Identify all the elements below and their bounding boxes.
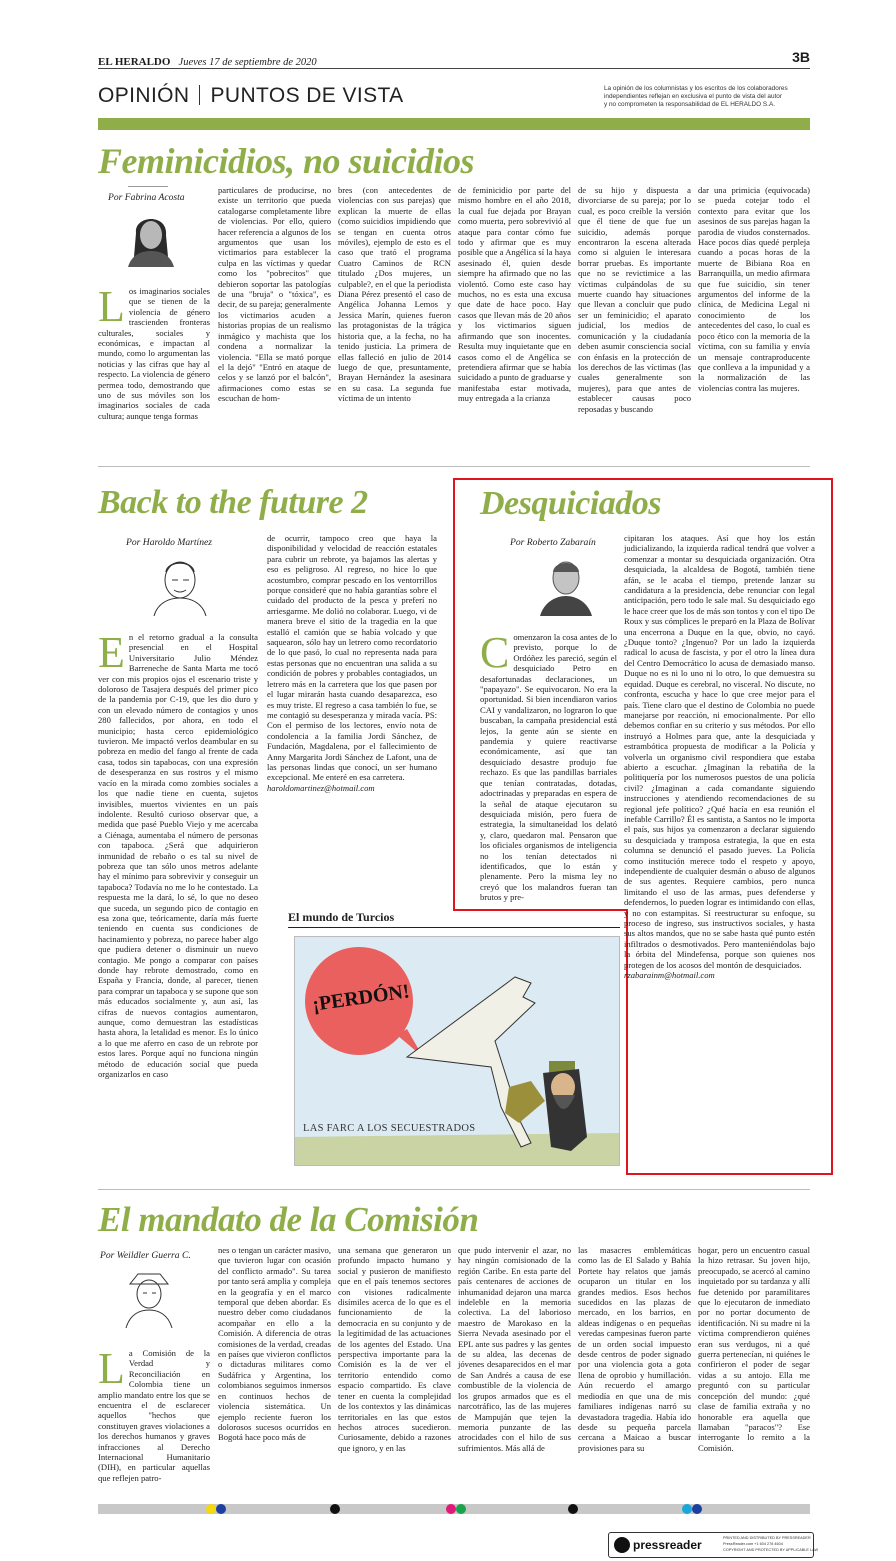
- article-text-column: [218, 1245, 331, 1500]
- article-text-column: [698, 1245, 810, 1500]
- highlight-box-top: [453, 478, 833, 480]
- legal-line: PRINTED AND DISTRIBUTED BY PRESSREADER: [723, 1536, 811, 1540]
- article-text-column: [98, 282, 210, 458]
- pressreader-logo-icon: [614, 1537, 630, 1553]
- column-text: particulares de producirse, no existe un territorio que pueda catalogarse completamente libre de violencias. Por ello, quiero hacer referencia a algunos de los argumentos que usan los victimarios para establecer la culpa en las víctimas y quedar como los "pobrecitos" que debieron soportar las patologías de una "bruja" o "tóxica", es decir, de su pareja; generalmente los victimarios acuden a historias propias de un realismo inmágico y machista que los condena a normalizar la violencia. "Ella se mató porque el la dejó" "Entró en ataque de celos y se lanzó por el balcón", afirmaciones como estas se escuchan de hom-: [218, 185, 331, 404]
- author-portrait: [128, 207, 174, 267]
- disclaimer: [604, 85, 814, 109]
- speech-bubble-text: ¡PERDÓN!: [310, 980, 411, 1016]
- pressreader-badge[interactable]: [608, 1532, 819, 1558]
- registration-dot-magenta: [446, 1504, 456, 1514]
- section-name: OPINIÓN: [98, 84, 190, 107]
- article-text-column: [338, 185, 451, 458]
- article-text-column: [698, 185, 810, 458]
- disclaimer-line: La opinión de los columnistas y los escritos de los colaboradores: [604, 85, 788, 92]
- issue-date: Jueves 17 de septiembre de 2020: [178, 57, 317, 68]
- legal-line: COPYRIGHT AND PROTECTED BY APPLICABLE LAW: [723, 1548, 819, 1552]
- disclaimer-line: independientes reflejan en exclusiva el punto de vista del autor: [604, 93, 782, 100]
- article-text-column: [267, 533, 437, 878]
- article-text-column: [480, 628, 617, 903]
- green-band: [98, 118, 810, 130]
- drop-cap: E: [98, 628, 125, 677]
- article-text-column: [458, 185, 571, 458]
- article-headline: Feminicidios, no suicidios: [98, 141, 475, 181]
- drop-cap: C: [480, 628, 510, 677]
- cartoon-frame: [294, 936, 620, 1166]
- article-text-column: [578, 1245, 691, 1500]
- author-portrait: [540, 552, 592, 616]
- column-text: n el retorno gradual a la consulta presencial en el Hospital Universitario Julio Méndez Barreneche de Santa Marta me tocó ver con mis propios ojos el escenario triste y doloroso de Tasajera después del primer pico de la pandemia por C-19, que les dio duro y con un elevado número de contagios y unos 280 fallecidos, por ahora, en todo el municipio; hasta cerco epidemiológico tuvieron. Me impactó verlos deambular en su pobreza en medio del fango al frente de cada casa, todos sin tapabocas, con una expresión de desesperanza en sus rostros y el mismo vacío en la mirada como zombies sociales a los que nadie tiene en cuenta, sujetos invisibles, muertos vivientes en un país indolente. Resultó curioso observar que, a medida que pasé Pueblo Viejo y me acercaba a Ciénaga, aumentaba el número de personas con tapaboca. ¿Será que adquirieron inmunidad de rebaño o es tal su nivel de pobreza que tan sólo unos metros adelante hay el mínimo para sobrevivir y conseguir un tapaboca? Todavía no me lo he contestado. La respuesta me la dará, lo sé, lo que no deseo que suceda, un segundo pico de contagio en esa zona que, teóricamente, daría más fuerte teniendo en cuenta sus condiciones de hacinamiento y pobreza, no parece haber algo que pudiera detener o disminuir un nuevo contagio. Me pongo a comparar con países donde hay rebrote demostrado, como en España y Francia, donde, al parecer, tienen para comprar un tapaboca y se supone que son más educados socialmente y, aun así, las cifras de nuevos contagios aumentaron, aunque, como demuestran las estadísticas hasta ahora, la letalidad es menor. Es lo único a lo que me aferro en caso de un rebrote por estos lares. Porque aquí no funciona ningún método de educación social que pueda organizarlos en caso: [98, 632, 258, 1080]
- author-email[interactable]: rzabarainm@hotmail.com: [624, 970, 715, 981]
- pressreader-legal: [723, 1535, 819, 1553]
- registration-dot-black: [568, 1504, 578, 1514]
- byline-rule: [128, 186, 168, 187]
- column-text: de su hijo y dispuesta a divorciarse de su pareja; por lo cual, es poco creíble la versión que él tiene de que fue un suicidio, además porque encontraron la escena alterada como si alguien le interesara borrar pruebas. Es importante que no se revictimice a las víctimas culpándolas de su muerte cuando hay situaciones que llevan a concluir que pudo ser un feminicidio; el aparato judicial, los medios de comunicación y la ciudadanía deben asumir consciencia social con énfasis en la protección de los derechos de las víctimas (las cuales generalmente son mujeres), para que antes de establecer causas poco reposadas y buscando: [578, 185, 691, 414]
- masthead-rule: [98, 68, 810, 69]
- disclaimer-line: y no comprometen la responsabilidad de EL HERALDO S.A.: [604, 101, 775, 108]
- highlight-box-bottom: [626, 1173, 833, 1175]
- column-text: a Comisión de la Verdad y Reconciliación en Colombia tiene un amplio mandato entre los que se encuentra el de esclarecer aquellos "hechos que constituyen graves violaciones a los derechos humanos y graves infracciones al Derecho Internacional Humanitario (DIH), en particular aquellas que reflejen patro-: [98, 1348, 210, 1483]
- article-text-column: [98, 1344, 210, 1500]
- article-text-column: [624, 533, 815, 1165]
- article-byline: Por Haroldo Martínez: [126, 537, 212, 548]
- article-headline: El mandato de la Comisión: [98, 1200, 479, 1239]
- column-text: de feminicidio por parte del mismo hombre en el año 2018, la cual fue dejada por Brayan como muerta, pero sobrevivió al ataque para contar cómo fue todo y afirmar que es muy posible que a Angélica sí la haya asesinado él, quien desde siempre ha afirmado que no las violentó. Como este caso hay muchos, no es esta una excusa que date de hace poco. Hay casos que llevan más de 20 años y los victimarios siguen afirmando que son inocentes. Resulta muy inquietante que en casos como el de Angélica se pretendiera afirmar que se había suicidado a punto de graduarse y manifestaba estar motivada, muy entregada a la crianza: [458, 185, 571, 404]
- highlight-box-right: [831, 478, 833, 1175]
- registration-dot-green: [456, 1504, 466, 1514]
- registration-dot-cyan: [682, 1504, 692, 1514]
- subsection-name: PUNTOS DE VISTA: [210, 84, 404, 107]
- column-text: dar una primicia (equivocada) se pueda cotejar todo el contexto para evitar que los asesinos de sus parejas hagan la parodia de viudos consternados. Hace pocos días quedé perpleja cuando a pocas horas de la muerte de Bibiana Roa en Barranquilla, un medio afirmara que fue suicidio, sin tener argumentos del informe de la clínica, de Medicina Legal ni conocimiento de los antecedentes del caso, lo cual es poco ético con la memoria de la víctima, con su familia y envía un mensaje contraproducente que conlleva a la impunidad y a la normalización de las violencias contra las mujeres.: [698, 185, 810, 393]
- author-email[interactable]: haroldomartinez@hotmail.com: [267, 782, 375, 793]
- registration-dot-blue: [216, 1504, 226, 1514]
- article-headline: Desquiciados: [480, 485, 661, 522]
- column-text: cipitaran los ataques. Así que hoy los están judicializando, la izquierda radical tendrá que volver a comenzar a montar su desquiciada organización. Otra desquiciada, la alcaldesa de Bogotá, también tiene afán, se le acaba el tiempo, pretende lanzar su candidatura a la presidencia, debe renunciar con legal anticipación, pero todo le sale mal. Su desquiciado ego le hace creer que los de más son tontos y con el tipo De Roux y sus cómplices le preparó en la Plaza de Bolívar una encerrona a Duque en la que, obvio, no cayó. ¿Duque tonto? ¿Ingenuo? Por un lado la izquierda radical lo acusa de fascista, y por el otro la línea dura del Centro Democrático lo acusa de demasiado manso. Duque no es ni lo uno ni lo otro, lo que demuestra su equidad. Duque es cerebral, no visceral. No discute, no confronta, escucha y hace lo que cree mejor para el país. Tiene claro que el destino de Colombia no puede manejarse por reacción, ni emocionalmente. Por ello debemos confiar en su criterio y sus métodos. Por ello instruyó a Holmes para que, ante la desquiciada y estrambótica propuesta de modificar a la Policía y volverla un organismo civil respondiera que estaba abierto a escuchar. ¿Imaginan la rebatiña de la politiquería por los numerosos puestos de una policía civil? ¿Imaginan a cada comandante siguiendo instrucciones y atendiendo recomendaciones de su regional jefe político? ¿Qué hacía en esa reunión el inefable Carrillo? Él es santista, a Santos no le importa el país, sus hijos ya comenzaron a declarar siguiendo su desquiciada y tramposa estrategia, la que en esta columna se denunció el pasado jueves. La Policía como institución merece todo el respeto y apoyo, independiente de cualquier desmán o abuso de algunos de sus agentes. Requiere cambios, pero nunca limitando el uso de las armas, pues defenderse y defendernos, lo pueden lograr es intimidando con ellas, y no con estampitas. Sí reestructurar su enfoque, su proceso de ingreso, sus instructivos sociales, y hasta sus altos mandos, que no se sabe hasta qué punto estén infiltrados o desmotivados. Pero manteniéndolas bajo la órbita del Mindefensa, porque son quienes nos protegen de los acosos del montón de desquiciados.: [624, 533, 815, 970]
- paper-name: EL HERALDO: [98, 56, 171, 68]
- highlight-box-left: [453, 478, 455, 911]
- article-byline: Por Fabrina Acosta: [108, 192, 185, 203]
- column-text: una semana que generaron un profundo impacto humano y social y pusieron de manifiesto que en el país tenemos sectores con visiones radicalmente disímiles acerca de lo que es el funcionamiento de la democracia en su conjunto y de la legitimidad de las actuaciones de los agentes del Estado. Una perspectiva importante para la Comisión es la de ver el territorio entendido como espacio compartido. Es clave tener en cuenta la complejidad de los contextos y las dinámicas territoriales en las que estos hechos atroces sucedieron. Curiosamente, debido a razones que ignoro, y en las: [338, 1245, 451, 1453]
- column-text: os imaginarios sociales que se tienen de la violencia de género trascienden fronteras culturales, sociales y económicas, e impactan al mundo, como lo argumentan las noticias y las cifras que hay al respecto. La violencia de género permea todo, demostrando que uno de sus móviles son los imaginarios sociales de cada cultura; aunque tenga formas: [98, 286, 210, 421]
- article-headline: Back to the future 2: [98, 484, 368, 521]
- column-text: que pudo intervenir el azar, no hay ningún comisionado de la región Caribe. En esta parte del país centenares de acciones de inhumanidad dejaron una marca indeleble en la memoria colectiva. La del laborioso maestro de Marokaso en la Sierra Nevada asesinado por el EPL ante sus padres y las gentes de su aldea, las decenas de jóvenes desaparecidos en el mar de San Andrés a causa de ese combustible de la violencia de los grupos armados que es el narcotráfico, las de las mujeres de Mampuján que tejen la memoria punzante de las atrocidades con el hilo de sus sufrimientos. Más allá de: [458, 1245, 571, 1453]
- section-divider-rule: [98, 1189, 810, 1190]
- registration-dot-blue: [692, 1504, 702, 1514]
- cartoon-caption: LAS FARC A LOS SECUESTRADOS: [303, 1123, 476, 1134]
- article-text-column: [458, 1245, 571, 1500]
- column-text: bres (con antecedentes de violencias con sus parejas) que explican la muerte de ellas (como suicidios impidiendo que se tengan en cuenta otros móviles), ejemplo de esto es el caso que trató el programa Cuatro Caminos de RCN titulado ¿Dos mujeres, un culpable?, en el que la periodista Diana Pérez presentó el caso de Angélica Johanna Lemos y Jessica Marín, quienes fueron las protagonistas de la trágica historia que, a la fecha, no ha tenido justicia. La primera de ellas falleció en julio de 2014 luego de que, presuntamente, Brayan Hernández la asesinara en su casa. La segunda fue víctima de un intento: [338, 185, 451, 404]
- article-text-column: [218, 185, 331, 458]
- author-portrait: [150, 552, 210, 616]
- section-divider: [199, 85, 200, 105]
- highlight-box-step: [453, 909, 628, 911]
- column-text: las masacres emblemáticas como las de El Salado y Bahía Portete hay relatos que jamás ocuparon un titular en los grandes medios. Esos hechos sucedidos en las plazas de mercado, en los barrios, en aldeas indígenas o en pequeñas veredas campesinas fueron parte de un orden social impuesto desde centros de poder signado por una violencia gota a gota llena de oprobio y humillación. Aún recuerdo el amargo mediodía en que una de mis familiares indígenas narró su devastadora tragedia. Había ido desde su pequeña parcela cercana a Maicao a buscar provisiones para su: [578, 1245, 691, 1453]
- section-divider-rule: [98, 466, 810, 467]
- article-text-column: [338, 1245, 451, 1500]
- column-text: hogar, pero un encuentro casual la hizo retrasar. Su joven hijo, preocupado, se acercó al camino inquietado por su tardanza y allí fue detenido por paramilitares que lo ejecutaron de inmediato por no portar documento de identificación. Ni su madre ni la víctima comprendieron quiénes eran sus verdugos, ni a qué guerra pertenecían, ni quiénes le confirieron el poder de segar vidas a su antojo. Ella me preguntó con su particular concepción del mundo: ¿qué clase de familia extraña y no honorable era aquella que llamaban "paracos"? Ese interrogante lo remito a la Comisión.: [698, 1245, 810, 1453]
- article-byline: Por Weildler Guerra C.: [100, 1250, 191, 1261]
- legal-line: PressReader.com +1 604 278 4604: [723, 1542, 783, 1546]
- drop-cap: L: [98, 282, 125, 331]
- print-color-bar: [98, 1504, 810, 1514]
- column-text: de ocurrir, tampoco creo que haya la disponibilidad y velocidad de reacción estatales para cubrir un rebrote, ya bajamos las alertas y eso es peligroso. Al regreso, no hice lo que acostumbro, comprar pescado en los ventorrillos porque consideré que no había garantías sobre el cuidado del producto de la pesca y preferí no arriesgarme. Me dolió no colaborar. Luego, vi de manera breve el sitio de la tragedia en la que estalló el camión que se había volcado y que saquearon, sólo hay un letrero como recordatorio de lo que pasó, lo cual no representa nada para estas personas que no encuentran una salida a su condición de pobres y probables contagiados, un letrero más en la carretera que los que pasen por el lugar mirarán hasta cuando desaparezca, eso es muy triste. El regreso a casa también lo fue, se me contagió su desesperanza y mirada vacía. PS: Con el permiso de los lectores, envío nota de condolencia a la familia Jordi Sánchez, de Fundación, Magdalena, por el fallecimiento de Anny Margarita Jordi Sánchez de Lafont, una de las personas lindas que conocí, un ser humano excepcional. Me enteré en esa carretera.: [267, 533, 437, 783]
- column-text: omenzaron la cosa antes de lo previsto, porque lo de Ordóñez les pareció, según el desquiciado Petro en desafortunadas declaraciones, un "papayazo". Se equivocaron. No era la oportunidad. Si bien incendiaron varios CAI y vandalizaron, no lograron lo que buscaban, la campaña presidencial está lejos, la gente aún se siente en pandemia y quiere reactivarse económicamente, así que tan desquiciado desastre produjo fue rechazo. Es que las pandillas barriales que tenían contratadas, dotadas, adoctrinadas y preparadas en espera de la señal de ataque ejecutaron su desquiciada misión, pero fuera de estrategia, la simultaneidad los delató y, claro, quedaron mal. Pensaron que los oficiales organismos de inteligencia no los tenían detectados ni identificados, que lo están y plenamente. Pero la misma ley no creyó que los malandros fueran tan brutos y pre-: [480, 632, 617, 903]
- cartoon-rule: [288, 927, 620, 928]
- page-number: 3B: [792, 49, 810, 65]
- cartoon-title: El mundo de Turcios: [288, 910, 395, 924]
- drop-cap: L: [98, 1344, 125, 1393]
- masthead: [98, 50, 810, 66]
- author-portrait: [124, 1266, 174, 1328]
- pressreader-logo-text: pressreader: [633, 1538, 702, 1552]
- article-text-column: [578, 185, 691, 458]
- registration-dot-black: [330, 1504, 340, 1514]
- section-title: [98, 84, 404, 108]
- column-text: nes o tengan un carácter masivo, que tuvieron lugar con ocasión del conflicto armado". Su tarea por tanto será amplia y compleja en la geografía y en el marco temporal que deben abordar. Es nuestro deber como ciudadanos acompañar en ello a la Comisión. A diferencia de otras comisiones de la verdad, creadas en países que vivieron conflictos o dictaduras militares como Sudáfrica y Argentina, los colombianos seguimos inmersos en continuos hechos de violencia sistemática. Un ejemplo reciente fueron los dolorosos sucesos ocurridos en Bogotá hace poco más de: [218, 1245, 331, 1443]
- article-byline: Por Roberto Zabaraín: [510, 537, 596, 548]
- registration-dot-yellow: [206, 1504, 216, 1514]
- article-text-column: [98, 628, 258, 1172]
